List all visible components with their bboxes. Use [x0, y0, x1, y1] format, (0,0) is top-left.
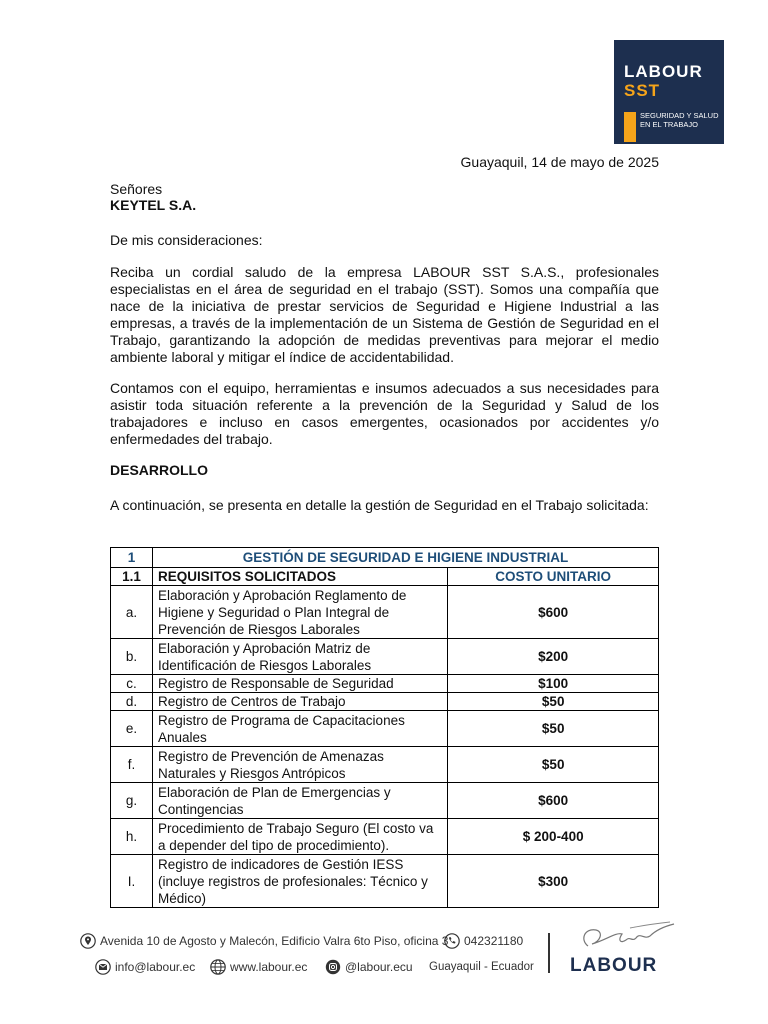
footer-website [210, 959, 307, 975]
letter-date: Guayaquil, 14 de mayo de 2025 [460, 154, 659, 170]
row-description: Procedimiento de Trabajo Seguro (El costo va a depender del tipo de procedimiento). [152, 819, 447, 855]
header-title: GESTIÓN DE SEGURIDAD E HIGIENE INDUSTRIAL [152, 548, 658, 568]
header-number: 1 [111, 548, 153, 568]
row-letter: b. [111, 639, 153, 675]
row-price: $200 [448, 639, 659, 675]
row-description: Registro de indicadores de Gestión IESS (incluye registros de profesionales: Técnico y Médico) [152, 855, 447, 908]
location-pin-icon [80, 933, 96, 949]
footer-city: Guayaquil - Ecuador [429, 961, 534, 973]
row-price: $ 200-400 [448, 819, 659, 855]
signature-mark [570, 918, 680, 958]
row-price: $600 [448, 783, 659, 819]
table-row [111, 586, 659, 639]
globe-icon [210, 959, 226, 975]
footer-address [80, 933, 448, 949]
logo-accent-bar [624, 112, 636, 142]
company-logo [614, 40, 724, 144]
subheader-requirements: REQUISITOS SOLICITADOS [152, 568, 447, 586]
row-price: $600 [448, 586, 659, 639]
row-price: $50 [448, 693, 659, 711]
footer-email-text: info@labour.ec [115, 960, 196, 974]
footer-separator [548, 933, 550, 973]
table-row [111, 819, 659, 855]
services-table [110, 547, 659, 908]
table-row [111, 747, 659, 783]
row-letter: I. [111, 855, 153, 908]
footer-address-text: Avenida 10 de Agosto y Malecón, Edificio Valra 6to Piso, oficina 3 [100, 934, 449, 948]
row-letter: g. [111, 783, 153, 819]
letter-salutation: Señores [110, 181, 163, 197]
row-description: Elaboración y Aprobación Matriz de Identificación de Riesgos Laborales [152, 639, 447, 675]
row-price: $100 [448, 675, 659, 693]
footer-brand: LABOUR [570, 955, 658, 976]
footer-phone-text: 042321180 [464, 934, 524, 948]
row-description: Registro de Prevención de Amenazas Naturales y Riesgos Antrópicos [152, 747, 447, 783]
table-row [111, 711, 659, 747]
row-description: Registro de Programa de Capacitaciones Anuales [152, 711, 447, 747]
row-description: Registro de Responsable de Seguridad [152, 675, 447, 693]
footer-phone [444, 933, 523, 949]
table-header-row [111, 548, 659, 568]
table-row [111, 693, 659, 711]
row-price: $50 [448, 711, 659, 747]
logo-text-labour: LABOUR [624, 62, 703, 81]
logo-text-sst: SST [624, 81, 661, 100]
table-row [111, 855, 659, 908]
mail-icon [95, 959, 111, 975]
row-letter: e. [111, 711, 153, 747]
footer-social-text: @labour.ecu [345, 960, 413, 974]
letter-greeting: De mis consideraciones: [110, 232, 263, 248]
table-row [111, 639, 659, 675]
footer-social [325, 959, 413, 975]
phone-icon [444, 933, 460, 949]
section-title: DESARROLLO [110, 462, 208, 478]
letter-paragraph-1: Reciba un cordial saludo de la empresa LABOUR SST S.A.S., profesionales especialistas en el área de seguridad en el trabajo (SST). Somos una compañía que nace de la iniciativa de prestar servicios de Seguridad e Higiene Industrial a las empresas, a través de la implementación de un Sistema de Gestión de Seguridad en el Trabajo, garantizando la adopción de medidas preventivas para mejorar el medio ambiente laboral y mitigar el índice de accidentabilidad. [110, 264, 659, 365]
table-row [111, 783, 659, 819]
row-description: Elaboración y Aprobación Reglamento de Higiene y Seguridad o Plan Integral de Prevención de Riesgos Laborales [152, 586, 447, 639]
letter-company: KEYTEL S.A. [110, 197, 197, 213]
row-letter: f. [111, 747, 153, 783]
row-price: $50 [448, 747, 659, 783]
row-description: Elaboración de Plan de Emergencias y Contingencias [152, 783, 447, 819]
row-description: Registro de Centros de Trabajo [152, 693, 447, 711]
table-intro: A continuación, se presenta en detalle la gestión de Seguridad en el Trabajo solicitada: [110, 497, 649, 513]
row-letter: h. [111, 819, 153, 855]
subheader-number: 1.1 [111, 568, 153, 586]
row-price: $300 [448, 855, 659, 908]
table-subheader-row [111, 568, 659, 586]
subheader-cost: COSTO UNITARIO [448, 568, 659, 586]
instagram-icon [325, 959, 341, 975]
table-row [111, 675, 659, 693]
footer-website-text: www.labour.ec [230, 960, 308, 974]
row-letter: c. [111, 675, 153, 693]
footer-email [95, 959, 195, 975]
logo-tagline: SEGURIDAD Y SALUD EN EL TRABAJO [640, 111, 719, 129]
row-letter: a. [111, 586, 153, 639]
letter-paragraph-2: Contamos con el equipo, herramientas e insumos adecuados a sus necesidades para asistir toda situación referente a la prevención de la Seguridad y Salud de los trabajadores e incluso en casos emergentes, ocasionados por accidentes y/o enfermedades del trabajo. [110, 380, 659, 447]
row-letter: d. [111, 693, 153, 711]
